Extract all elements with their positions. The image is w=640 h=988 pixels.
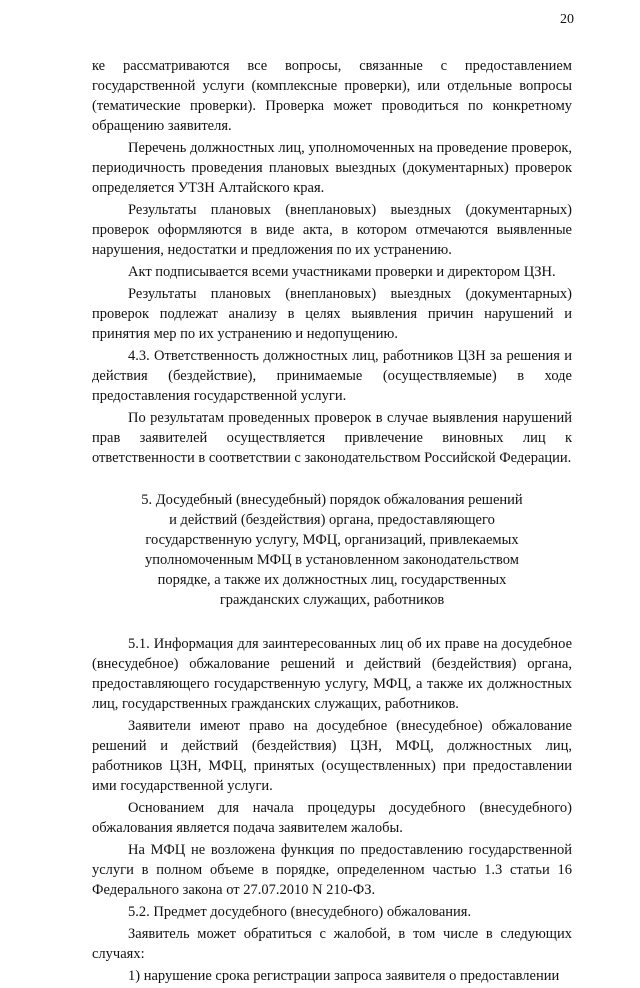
page-number: 20: [560, 12, 574, 27]
heading-line: и действий (бездействия) органа, предоставляющего: [169, 512, 495, 528]
paragraph-mfc-function: На МФЦ не возложена функция по предоставлению государственной услуги в полном объеме в порядке, определенном частью 1.3 статьи 16 Федерального закона от 27.07.2010 N 210-ФЗ.: [92, 842, 572, 898]
heading-line: гражданских служащих, работников: [219, 592, 445, 608]
paragraph-5-1: 5.1. Информация для заинтересованных лиц об их праве на досудебное (внесудебное) обжалование решений и действий (бездействия) органа, предоставляющего государственную услугу, МФЦ, а также их должностных лиц, государственных гражданских служащих, работников.: [92, 636, 572, 712]
paragraph-continuation: ке рассматриваются все вопросы, связанные с предоставлением государственной услуги (комплексные проверки), или отдельные вопросы (тематические проверки). Проверка может проводиться по конкретному обращению заявителя.: [92, 58, 572, 134]
document-body: [92, 56, 572, 988]
paragraph-act-signing: Акт подписывается всеми участниками проверки и директором ЦЗН.: [128, 264, 556, 280]
paragraph-officials-list: Перечень должностных лиц, уполномоченных на проведение проверок, периодичность проведения плановых выездных (документарных) проверок определяется УТЗН Алтайского края.: [92, 140, 572, 196]
list-item-1: 1) нарушение срока регистрации запроса заявителя о предоставлении: [128, 968, 560, 984]
paragraph-inspection-results: Результаты плановых (внеплановых) выездных (документарных) проверок оформляются в виде акта, в котором отмечаются выявленные нарушения, недостатки и предложения по их устранению.: [92, 202, 572, 258]
paragraph-5-2: 5.2. Предмет досудебного (внесудебного) обжалования.: [128, 904, 472, 920]
paragraph-results-analysis: Результаты плановых (внеплановых) выездных (документарных) проверок подлежат анализу в целях выявления причин нарушений и принятия мер по их устранению и недопущению.: [92, 286, 572, 342]
paragraph-liability: По результатам проведенных проверок в случае выявления нарушений прав заявителей осуществляется привлечение виновных лиц к ответственности в соответствии с законодательством Российской Федерации.: [92, 410, 572, 466]
heading-line: государственную услугу, МФЦ, организаций, привлекаемых: [145, 532, 519, 548]
heading-line: 5. Досудебный (внесудебный) порядок обжалования решений: [141, 492, 523, 508]
heading-line: порядке, а также их должностных лиц, государственных: [157, 572, 507, 588]
paragraph-4-3: 4.3. Ответственность должностных лиц, работников ЦЗН за решения и действия (бездействие), принимаемые (осуществляемые) в ходе предоставления государственной услуги.: [92, 348, 572, 404]
paragraph-complaint-cases: Заявитель может обратиться с жалобой, в том числе в следующих случаях:: [92, 926, 572, 962]
section-5-heading: [92, 490, 572, 610]
paragraph-appeal-right: Заявители имеют право на досудебное (внесудебное) обжалование решений и действий (бездействия) ЦЗН, МФЦ, должностных лиц, работников ЦЗН, МФЦ, принятых (осуществленных) при предоставлении ими государственной услуги.: [92, 718, 572, 794]
heading-line: уполномоченным МФЦ в установленном законодательством: [145, 552, 519, 568]
paragraph-appeal-basis: Основанием для начала процедуры досудебного (внесудебного) обжалования является подача заявителем жалобы.: [92, 800, 572, 836]
